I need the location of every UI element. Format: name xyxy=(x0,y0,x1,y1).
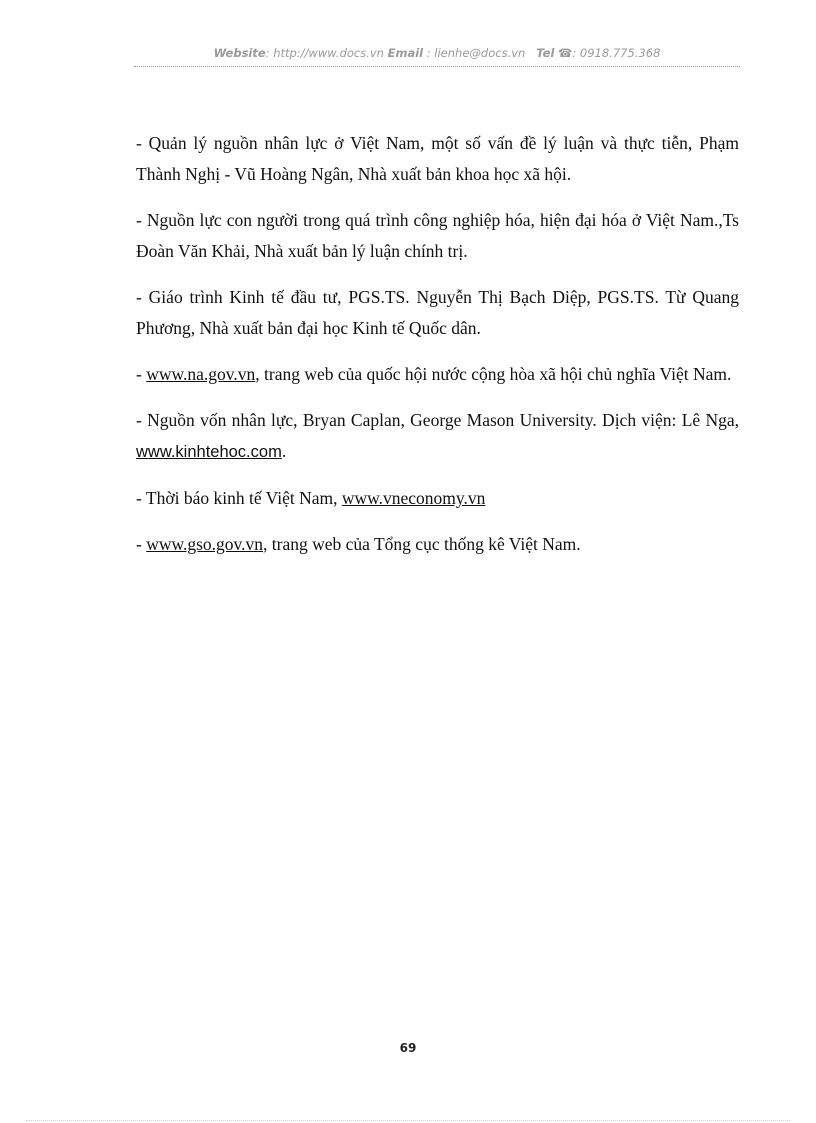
header-divider xyxy=(134,66,740,67)
reference-item: - Thời báo kinh tế Việt Nam, www.vneconomy.vn xyxy=(136,488,486,508)
reference-text: Thời báo kinh tế Việt Nam, xyxy=(145,488,342,508)
footer-divider xyxy=(26,1120,790,1121)
reference-text: Giáo trình Kinh tế đầu tư, PGS.TS. Nguyễn Thị Bạch Diệp, PGS.TS. Từ Quang Phương, Nhà xuất bản đại học Kinh tế Quốc dân. xyxy=(136,287,740,338)
tel-value: : 0918.775.368 xyxy=(572,46,661,60)
email-label: Email xyxy=(387,46,424,60)
reference-list xyxy=(136,128,739,575)
website-label: Website xyxy=(213,46,266,60)
reference-text: , trang web của quốc hội nước cộng hòa xã hội chủ nghĩa Việt Nam. xyxy=(255,364,732,384)
reference-text: Nguồn vốn nhân lực, Bryan Caplan, George Mason University. Dịch viện: Lê Nga, xyxy=(147,410,740,430)
page-number: 69 xyxy=(399,1041,417,1055)
email-value: : lienhe@docs.vn xyxy=(423,46,526,60)
phone-icon: ☎ xyxy=(558,46,573,60)
reference-item: - Nguồn vốn nhân lực, Bryan Caplan, George Mason University. Dịch viện: Lê Nga, www.kinhtehoc.com. xyxy=(136,410,740,461)
reference-link-na[interactable]: www.na.gov.vn xyxy=(146,364,256,384)
reference-link-vneconomy[interactable]: www.vneconomy.vn xyxy=(341,488,486,508)
reference-item: - Nguồn lực con người trong quá trình công nghiệp hóa, hiện đại hóa ở Việt Nam.,Ts Đoàn Văn Khải, Nhà xuất bản lý luận chính trị. xyxy=(136,210,739,261)
reference-text: Nguồn lực con người trong quá trình công nghiệp hóa, hiện đại hóa ở Việt Nam.,Ts Đoàn Văn Khải, Nhà xuất bản lý luận chính trị. xyxy=(136,210,739,261)
reference-link-kinhtehoc[interactable]: www.kinhtehoc.com xyxy=(136,443,282,461)
reference-item: - Quản lý nguồn nhân lực ở Việt Nam, một số vấn đề lý luận và thực tiễn, Phạm Thành Nghị - Vũ Hoàng Ngân, Nhà xuất bản khoa học xã hội. xyxy=(136,133,739,184)
page-header xyxy=(134,46,740,60)
reference-text: Quản lý nguồn nhân lực ở Việt Nam, một số vấn đề lý luận và thực tiễn, Phạm Thành Nghị - Vũ Hoàng Ngân, Nhà xuất bản khoa học xã hội. xyxy=(136,133,739,184)
reference-link-gso[interactable]: www.gso.gov.vn xyxy=(146,534,264,554)
reference-item: - Giáo trình Kinh tế đầu tư, PGS.TS. Nguyễn Thị Bạch Diệp, PGS.TS. Từ Quang Phương, Nhà xuất bản đại học Kinh tế Quốc dân. xyxy=(136,287,740,338)
tel-label: Tel xyxy=(536,46,555,60)
reference-item: - www.na.gov.vn, trang web của quốc hội nước cộng hòa xã hội chủ nghĩa Việt Nam. xyxy=(136,364,732,384)
reference-text: , trang web của Tổng cục thống kê Việt Nam. xyxy=(263,534,581,554)
website-value: : http://www.docs.vn xyxy=(265,46,384,60)
reference-item: - www.gso.gov.vn, trang web của Tổng cục thống kê Việt Nam. xyxy=(136,534,581,554)
